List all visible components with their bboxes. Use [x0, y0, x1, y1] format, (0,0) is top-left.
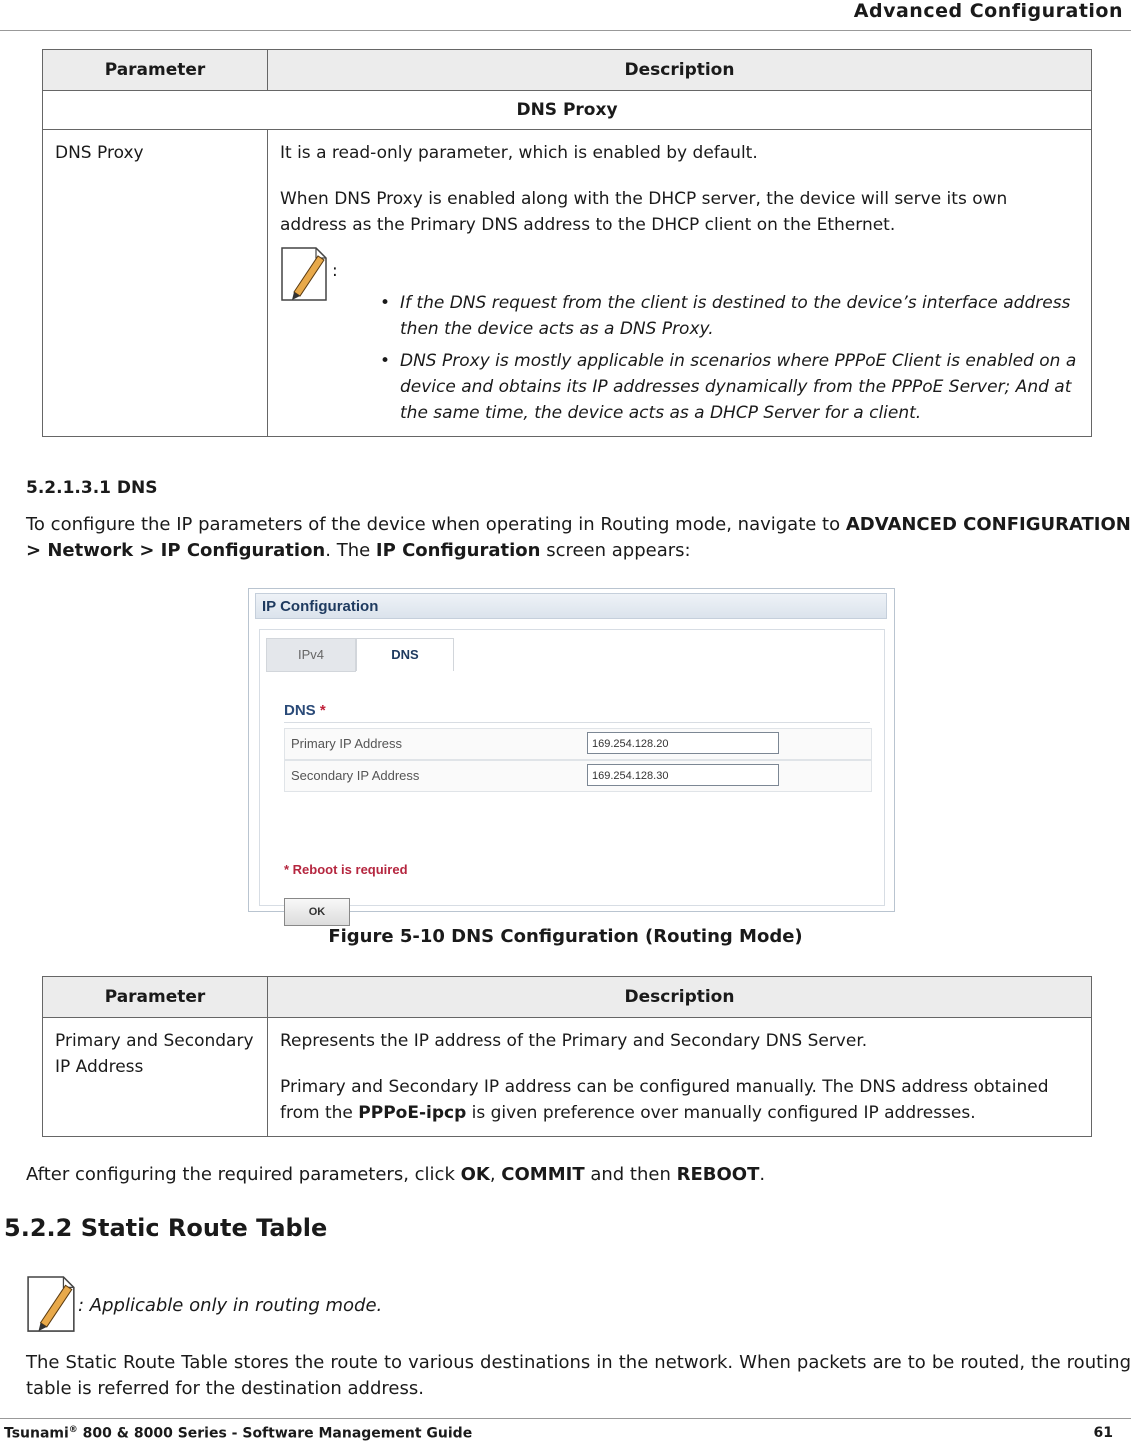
section-heading-dns: 5.2.1.3.1 DNS: [26, 478, 158, 498]
desc-line-1: Represents the IP address of the Primary and Secondary DNS Server.: [280, 1031, 868, 1051]
dns-parameters-table: [42, 976, 1092, 1137]
footer-rest: 800 & 8000 Series - Software Management Guide: [77, 1425, 473, 1442]
screenshot-title: IP Configuration: [255, 593, 887, 619]
header-divider: [0, 30, 1131, 31]
after-text: and then: [584, 1164, 677, 1185]
pppoe-ipcp: PPPoE-ipcp: [358, 1103, 467, 1123]
reboot-ref: REBOOT: [676, 1164, 760, 1185]
note-pencil-icon: [280, 244, 330, 302]
col-header-description: Description: [268, 50, 1092, 91]
dns-label-text: DNS: [284, 702, 316, 719]
figure-caption: Figure 5-10 DNS Configuration (Routing Mode): [328, 926, 803, 947]
param-primary-secondary: Primary and Secondary IP Address: [43, 1018, 268, 1137]
after-text: ,: [489, 1164, 502, 1185]
desc-line-1: It is a read-only parameter, which is enabled by default.: [280, 143, 758, 163]
tab-dns[interactable]: DNS: [356, 638, 454, 671]
desc-line-2: [280, 1074, 1079, 1126]
intro-text: screen appears:: [540, 540, 691, 561]
primary-ip-label: Primary IP Address: [291, 736, 403, 751]
col-header-parameter: Parameter: [43, 977, 268, 1018]
note-bullet: • DNS Proxy is mostly applicable in scenarios where PPPoE Client is enabled on a device and obtains its IP addresses dynamically from the PPPoE Server; And at the same time, the device acts as a DHCP Server for a client.: [388, 348, 1079, 426]
param-dns-proxy: DNS Proxy: [43, 130, 268, 437]
section-row-dns-proxy: DNS Proxy: [43, 91, 1092, 130]
tab-ipv4[interactable]: IPv4: [266, 638, 356, 672]
ip-configuration-screenshot: [248, 588, 895, 918]
nav-path: ADVANCED CONFIGURATION > Network > IP Configuration: [26, 514, 1131, 561]
static-route-heading: 5.2.2 Static Route Table: [4, 1214, 328, 1242]
static-route-paragraph: The Static Route Table stores the route to various destinations in the network. When packets are to be routed, the routing table is referred for the destination address.: [26, 1352, 1131, 1399]
ok-ref: OK: [460, 1164, 490, 1185]
dns-divider: [284, 722, 870, 723]
after-text: After configuring the required parameters, click: [26, 1164, 461, 1185]
desc-line-2: When DNS Proxy is enabled along with the DHCP server, the device will serve its own address as the Primary DNS address to the DHCP client on the Ethernet.: [280, 189, 1008, 235]
ok-button[interactable]: OK: [284, 898, 350, 926]
col-header-description: Description: [268, 977, 1092, 1018]
intro-text: . The: [325, 540, 376, 561]
secondary-ip-label: Secondary IP Address: [291, 768, 420, 783]
footer-divider: [0, 1418, 1131, 1419]
desc-primary-secondary: [268, 1018, 1092, 1137]
col-header-parameter: Parameter: [43, 50, 268, 91]
static-route-note-text: : Applicable only in routing mode.: [78, 1295, 383, 1316]
footer-reg: ®: [68, 1425, 78, 1435]
note-pencil-icon: [26, 1272, 78, 1334]
secondary-ip-row: [284, 760, 872, 792]
intro-text: To configure the IP parameters of the device when operating in Routing mode, navigate to: [26, 514, 846, 535]
after-paragraph: [26, 1162, 1131, 1188]
desc-text: is given preference over manually configured IP addresses.: [466, 1103, 976, 1123]
screen-name: IP Configuration: [375, 540, 541, 561]
desc-dns-proxy: [268, 130, 1092, 437]
commit-ref: COMMIT: [501, 1164, 585, 1185]
primary-ip-input[interactable]: 169.254.128.20: [587, 732, 779, 754]
static-route-note: [26, 1272, 382, 1334]
note-colon: :: [332, 261, 338, 281]
note-bullet: • If the DNS request from the client is destined to the device’s interface address then the device acts as a DNS Proxy.: [388, 290, 1079, 342]
dns-section-label: [284, 702, 326, 719]
page-header-title: Advanced Configuration: [853, 0, 1123, 22]
intro-paragraph: [26, 512, 1131, 564]
desc-text: Primary and Secondary IP address can be configured manually. The DNS address obtained from the: [280, 1077, 1049, 1123]
reboot-note: * Reboot is required: [284, 862, 408, 877]
screenshot-panel: [259, 629, 885, 918]
after-text: .: [759, 1164, 766, 1185]
note-bullets: [280, 290, 1079, 426]
dns-proxy-table: [42, 49, 1092, 437]
footer-brand: Tsunami: [4, 1425, 69, 1442]
footer-title: [4, 1425, 472, 1442]
secondary-ip-input[interactable]: 169.254.128.30: [587, 764, 779, 786]
page-number: 61: [1093, 1425, 1113, 1441]
required-star: *: [319, 702, 326, 719]
primary-ip-row: [284, 728, 872, 760]
